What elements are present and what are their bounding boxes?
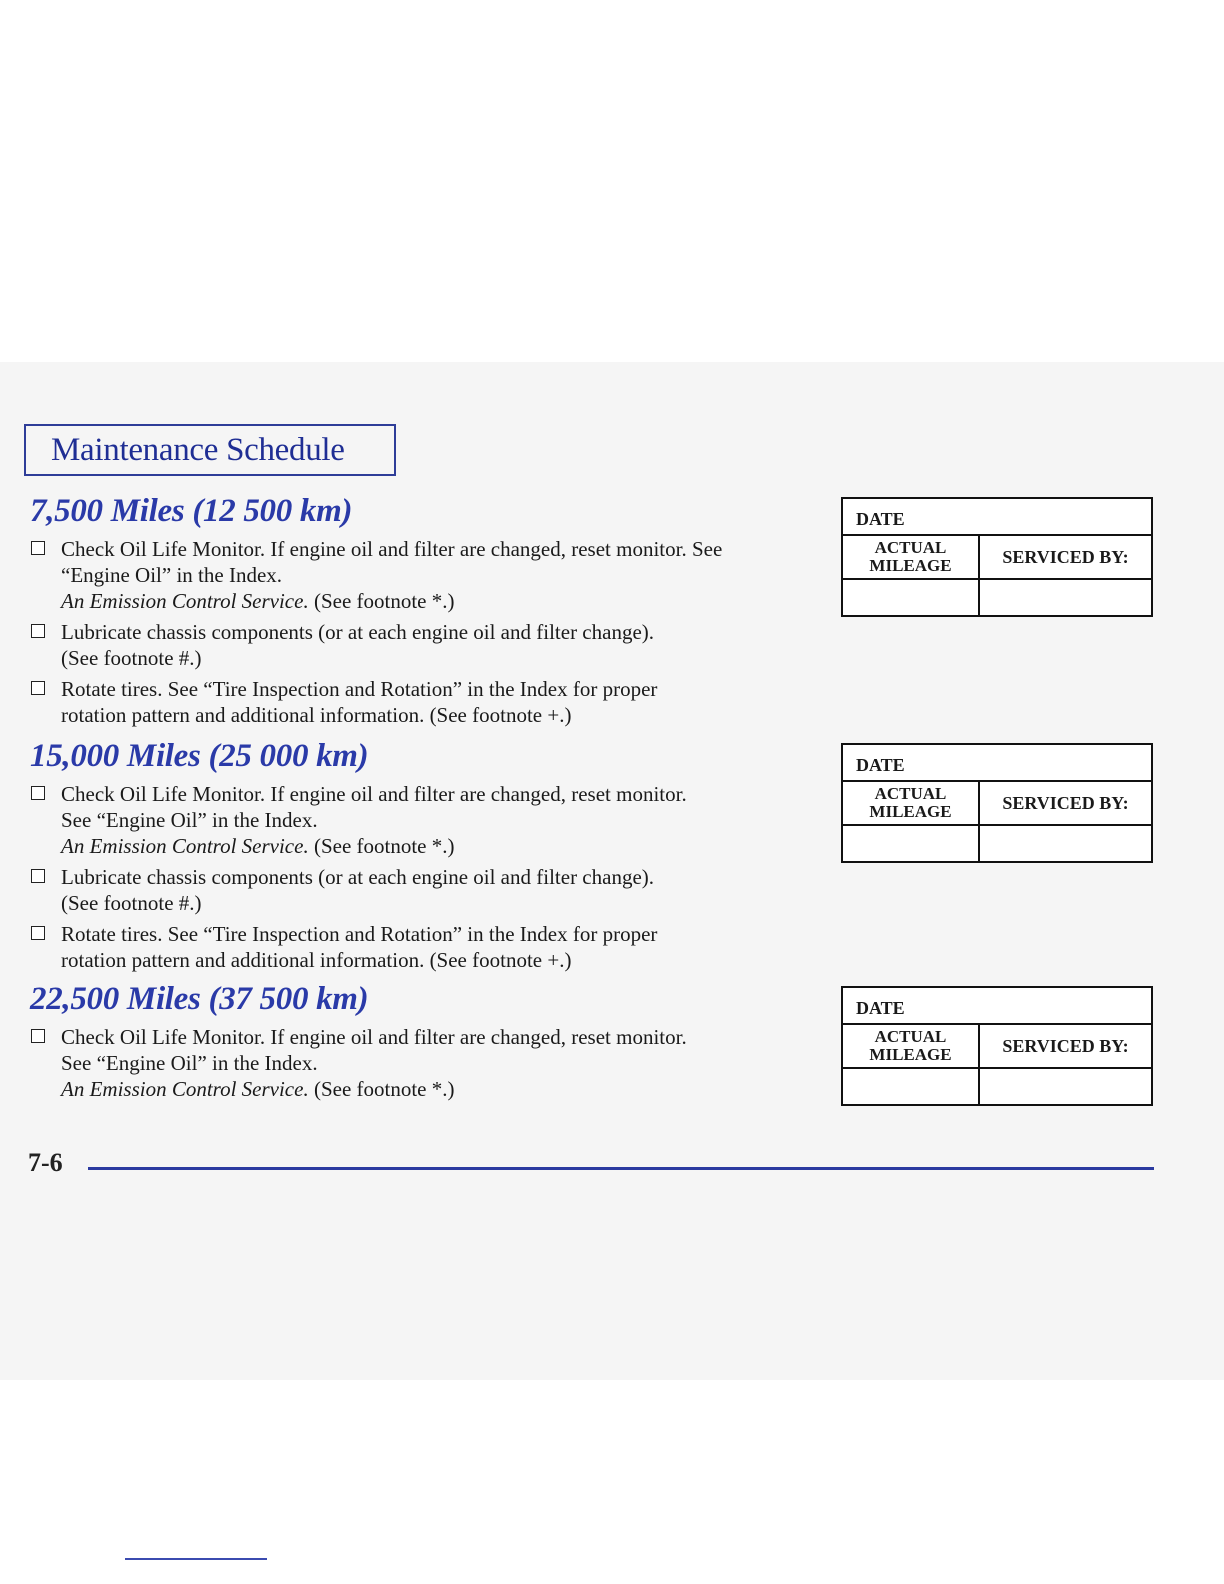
task-text: See “Engine Oil” in the Index.: [61, 1051, 318, 1075]
section-heading: 15,000 Miles (25 000 km): [30, 738, 369, 774]
date-field[interactable]: DATE: [843, 988, 1151, 1025]
section-heading: 22,500 Miles (37 500 km): [30, 981, 369, 1017]
service-record-15000: [841, 743, 1153, 863]
task-lubricate: [30, 619, 830, 671]
checkbox[interactable]: [31, 786, 45, 800]
record-entry-row: [843, 1069, 1151, 1104]
emission-note: [61, 588, 830, 614]
task-text: Lubricate chassis components (or at each engine oil and filter change).: [61, 620, 655, 644]
serviced-by-field[interactable]: [980, 826, 1151, 861]
page-title: Maintenance Schedule: [24, 424, 396, 476]
task-lubricate: [30, 864, 830, 916]
checkbox[interactable]: [31, 1029, 45, 1043]
section-heading: 7,500 Miles (12 500 km): [30, 493, 353, 529]
footnote-ref: (See footnote *.): [308, 589, 455, 613]
footer-rule: [88, 1167, 1154, 1170]
task-text: Rotate tires. See “Tire Inspection and Rotation” in the Index for proper: [61, 677, 658, 701]
serviced-by-field[interactable]: [980, 1069, 1151, 1104]
record-header-row: [843, 782, 1151, 826]
record-header-row: [843, 1025, 1151, 1069]
mileage-field[interactable]: [843, 580, 980, 615]
section-7500-miles: [30, 492, 830, 733]
service-record-22500: [841, 986, 1153, 1106]
emission-label: An Emission Control Service.: [61, 834, 309, 858]
record-entry-row: [843, 580, 1151, 615]
task-text: (See footnote #.): [61, 646, 202, 670]
task-rotate-tires: [30, 921, 830, 973]
section-22500-miles: [30, 980, 830, 1107]
task-text: (See footnote #.): [61, 891, 202, 915]
footnote-ref: (See footnote *.): [308, 834, 455, 858]
task-check-oil: [30, 781, 830, 859]
date-field[interactable]: DATE: [843, 499, 1151, 536]
emission-label: An Emission Control Service.: [61, 589, 309, 613]
mileage-field[interactable]: [843, 826, 980, 861]
serviced-by-field[interactable]: [980, 580, 1151, 615]
task-text: Check Oil Life Monitor. If engine oil and filter are changed, reset monitor. See: [61, 537, 723, 561]
serviced-by-label: SERVICED BY:: [1002, 546, 1129, 567]
page-number: 7-6: [28, 1148, 63, 1177]
task-text: “Engine Oil” in the Index.: [61, 563, 283, 587]
service-record-7500: [841, 497, 1153, 617]
task-check-oil: [30, 536, 830, 614]
record-header-row: [843, 536, 1151, 580]
checkbox[interactable]: [31, 624, 45, 638]
task-text: Check Oil Life Monitor. If engine oil and filter are changed, reset monitor.: [61, 1025, 687, 1049]
task-text: Rotate tires. See “Tire Inspection and Rotation” in the Index for proper: [61, 922, 658, 946]
task-text: rotation pattern and additional information. (See footnote +.): [61, 703, 572, 727]
task-rotate-tires: [30, 676, 830, 728]
checkbox[interactable]: [31, 541, 45, 555]
bottom-rule: [125, 1558, 267, 1560]
emission-note: [61, 1076, 830, 1102]
checkbox[interactable]: [31, 681, 45, 695]
mileage-label: ACTUAL MILEAGE: [843, 782, 980, 824]
task-check-oil: [30, 1024, 830, 1102]
serviced-by-label: SERVICED BY:: [1002, 792, 1129, 813]
checkbox[interactable]: [31, 869, 45, 883]
mileage-field[interactable]: [843, 1069, 980, 1104]
emission-note: [61, 833, 830, 859]
record-entry-row: [843, 826, 1151, 861]
task-text: See “Engine Oil” in the Index.: [61, 808, 318, 832]
date-field[interactable]: DATE: [843, 745, 1151, 782]
section-15000-miles: [30, 737, 830, 978]
mileage-label: ACTUAL MILEAGE: [843, 1025, 980, 1067]
task-text: Lubricate chassis components (or at each engine oil and filter change).: [61, 865, 655, 889]
task-text: Check Oil Life Monitor. If engine oil and filter are changed, reset monitor.: [61, 782, 687, 806]
emission-label: An Emission Control Service.: [61, 1077, 309, 1101]
mileage-label: ACTUAL MILEAGE: [843, 536, 980, 578]
task-text: rotation pattern and additional information. (See footnote +.): [61, 948, 572, 972]
footnote-ref: (See footnote *.): [308, 1077, 455, 1101]
checkbox[interactable]: [31, 926, 45, 940]
serviced-by-label: SERVICED BY:: [1002, 1035, 1129, 1056]
